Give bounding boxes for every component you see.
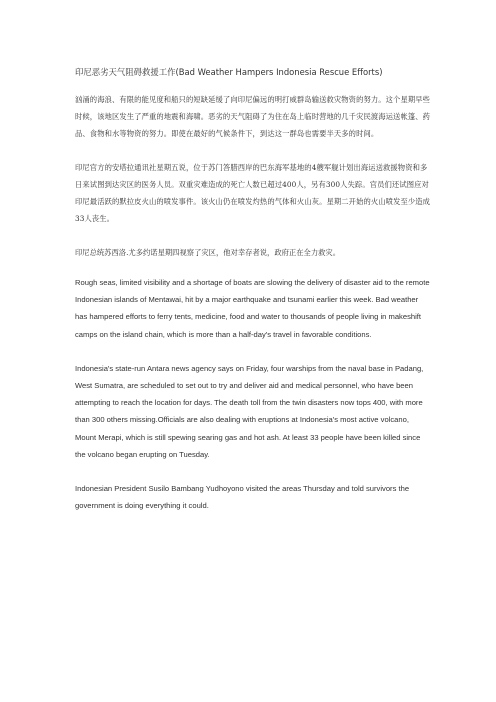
english-paragraph-2: Indonesia's state-run Antara news agency says on Friday, four warships from the naval base in Padang, West Sumatra, are scheduled to set out to try and deliver aid and medical personnel, who have been attempting to reach the location for days. The death toll from the twin disasters now tops 400, with more than 300 others missing.Officials are also dealing with eruptions at Indonesia's most active volcano, Mount Merapi, which is still spewing searing gas and hot ash. At least 33 people have been killed since the volcano began erupting on Tuesday. [75, 363, 424, 459]
english-paragraph-1: Rough seas, limited visibility and a shortage of boats are slowing the delivery of disaster aid to the remote Indonesian islands of Mentawai, hit by a major earthquake and tsunami earlier this week. Bad weather has hampered efforts to ferry tents, medicine, food and water to thousands of people living in makeshift camps on the island chain, which is more than a half-day's travel in favorable conditions. [75, 278, 430, 339]
chinese-paragraph-3: 印尼总统苏西洛.尤多约诺星期四视察了灾区，他对幸存者说，政府正在全力救灾。 [75, 248, 341, 257]
chinese-paragraph-2: 印尼官方的安塔拉通讯社星期五说，位于苏门答腊西岸的巴东海军基地的4艘军舰计划出海运送救援物资和多日来试图到达灾区的医务人员。双重灾难造成的死亡人数已超过400人，另有300人失踪。官员们还试图应对印尼最活跃的默拉皮火山的喷发事件。该火山仍在喷发灼热的气体和火山灰。星期二开始的火山喷发至少造成33人丧生。 [75, 163, 431, 223]
document-page [75, 66, 431, 531]
chinese-paragraph-1: 汹涌的海浪、有限的能见度和船只的短缺延缓了向印尼偏远的明打威群岛输送救灾物资的努力。这个星期早些时候，该地区发生了严重的地震和海啸。恶劣的天气阻碍了为住在岛上临时营地的几千灾民渡海运送帐篷、药品、食物和水等物资的努力。即使在最好的气候条件下，到达这一群岛也需要半天多的时间。 [75, 95, 431, 138]
english-paragraph-3: Indonesian President Susilo Bambang Yudhoyono visited the areas Thursday and told survivors the government is doing everything it could. [75, 484, 410, 511]
document-title: 印尼恶劣天气阻碍救援工作(Bad Weather Hampers Indonesia Rescue Efforts) [75, 67, 383, 77]
